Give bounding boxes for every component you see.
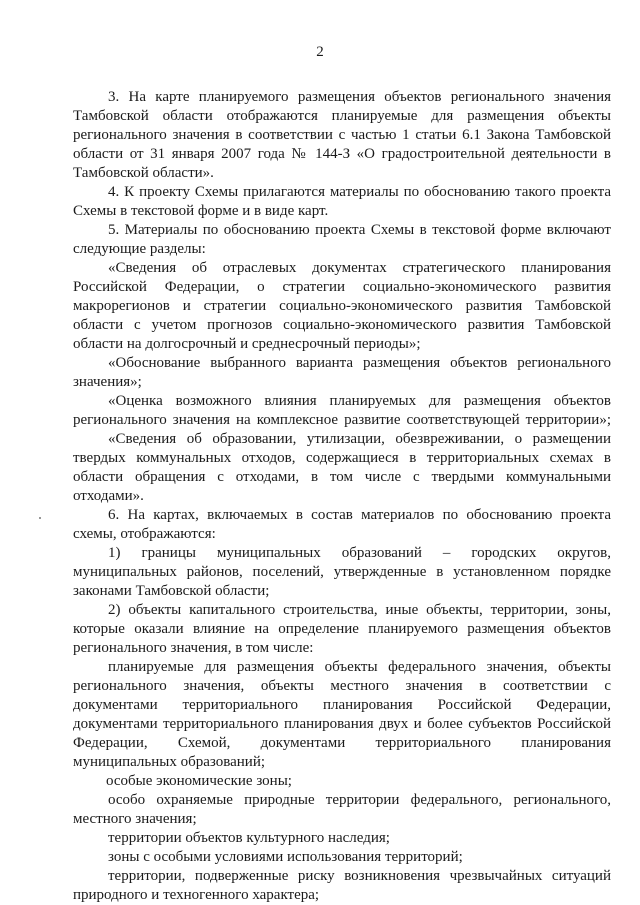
text-line: особые экономические зоны; [106,773,292,789]
text-line: документами территориального планирования двух и более субъектов Российской [73,716,611,732]
text-line: особо охраняемые природные территории федерального, регионального, [108,792,611,808]
text-line: следующие разделы: [73,241,206,257]
text-line: твердых коммунальных отходов, содержащиеся в территориальных схемах в [73,450,611,466]
text-line: области от 31 января 2007 года № 144-З «О градостроительной деятельности в [73,146,611,162]
text-line: Схемы в текстовой форме и в виде карт. [73,203,329,219]
text-line: Федерации, Схемой, документами территориального планирования [73,735,611,751]
page-number: 2 [316,44,324,60]
text-line: планируемые для размещения объекты федерального значения, объекты [108,659,611,675]
text-line: 2) объекты капитального строительства, иные объекты, территории, зоны, [108,602,611,618]
text-line: 3. На карте планируемого размещения объектов регионального значения [108,89,611,105]
text-line: местного значения; [73,811,197,827]
text-line: «Сведения об образовании, утилизации, обезвреживании, о размещении [108,431,611,447]
text-line: Российской Федерации, о стратегии социально-экономического развития [73,279,611,295]
text-line: 1) границы муниципальных образований – городских округов, [108,545,611,561]
text-line: макрорегионов и стратегии социально-экономического развития Тамбовской [73,298,611,314]
text-line: регионального значения, объекты местного значения в соответствии с [73,678,611,694]
text-line: области на долгосрочный и среднесрочный периоды»; [73,336,421,352]
text-line: природного и техногенного характера; [73,887,320,903]
text-line: зоны с особыми условиями использования территорий; [108,849,463,865]
text-line: схемы, отображаются: [73,526,216,542]
text-line: муниципальных образований; [73,754,266,770]
text-line: «Сведения об отраслевых документах стратегического планирования [108,260,611,276]
text-line: значения»; [73,374,142,390]
text-line: регионального значения на комплексное развитие соответствующей территории»; [73,412,611,428]
text-line: регионального значения в соответствии с частью 1 статьи 6.1 Закона Тамбовской [73,127,611,143]
text-line: 6. На картах, включаемых в состав материалов по обоснованию проекта [108,507,611,523]
text-line: 4. К проекту Схемы прилагаются материалы по обоснованию такого проекта [108,184,611,200]
text-line: Тамбовской области». [73,165,214,181]
text-line: Тамбовской области отображаются планируемые для размещения объекты [73,108,611,124]
text-line: территории объектов культурного наследия; [108,830,390,846]
text-line: области с учетом прогнозов социально-экономического развития Тамбовской [73,317,611,333]
text-line: документами территориального планирования Российской Федерации, [73,697,611,713]
text-line: области обращения с отходами, в том числе с твердыми коммунальными [73,469,611,485]
text-line: законами Тамбовской области; [73,583,270,599]
text-line: «Обоснование выбранного варианта размещения объектов регионального [108,355,611,371]
text-line: территории, подверженные риску возникновения чрезвычайных ситуаций [108,868,611,884]
text-line: которые оказали влияние на определение планируемого размещения объектов [73,621,611,637]
text-line: муниципальных районов, поселений, утвержденные в установленном порядке [73,564,611,580]
text-line: 5. Материалы по обоснованию проекта Схемы в текстовой форме включают [108,222,611,238]
margin-mark [39,517,41,519]
text-line: регионального значения, в том числе: [73,640,314,656]
text-line: «Оценка возможного влияния планируемых для размещения объектов [108,393,611,409]
text-line: отходами». [73,488,144,504]
